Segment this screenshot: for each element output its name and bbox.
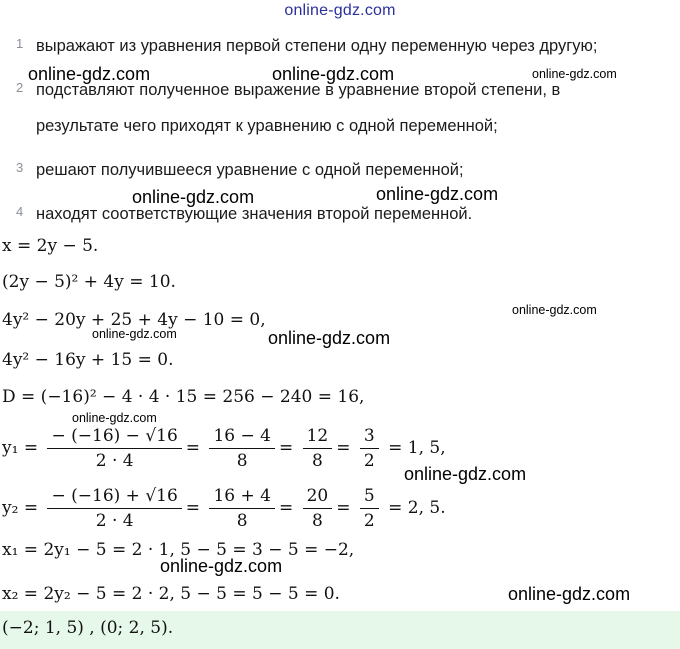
fraction — [303, 484, 333, 533]
y1-lhs: y₁ = — [2, 438, 39, 458]
watermark: online-gdz.com — [268, 328, 391, 348]
watermark: online-gdz.com — [376, 184, 499, 204]
fraction-denominator: 2 · 4 — [95, 451, 134, 471]
watermark: online-gdz.com — [532, 67, 617, 81]
y2-lhs: y₂ = — [2, 498, 39, 518]
fraction-denominator: 8 — [312, 451, 323, 471]
fraction-denominator: 8 — [236, 511, 248, 531]
step-text: выражают из уравнения первой степени одну переменную через другую; — [36, 37, 598, 55]
step-number: 1 — [16, 36, 24, 51]
equation-substitution: x = 2y − 5. — [2, 236, 99, 256]
watermark: online-gdz.com — [160, 556, 283, 576]
watermark: online-gdz.com — [92, 327, 177, 341]
site-title: online-gdz.com — [284, 2, 396, 19]
fraction-denominator: 2 — [363, 511, 375, 531]
fraction-numerator: 12 — [303, 424, 333, 449]
watermark: online-gdz.com — [404, 464, 527, 484]
watermark: online-gdz.com — [132, 187, 255, 207]
fraction-numerator: 16 − 4 — [209, 424, 275, 449]
y2-result: = 2, 5. — [388, 498, 446, 518]
watermark: online-gdz.com — [508, 584, 631, 604]
equation-substituted: (2y − 5)² + 4y = 10. — [2, 272, 176, 292]
fraction-numerator: 16 + 4 — [209, 484, 275, 509]
equation-x1: x₁ = 2y₁ − 5 = 2 · 1, 5 − 5 = 3 − 5 = −2, — [2, 540, 355, 560]
watermark: online-gdz.com — [512, 303, 597, 317]
equation-x2: x₂ = 2y₂ − 5 = 2 · 2, 5 − 5 = 5 − 5 = 0. — [2, 584, 340, 604]
fraction-denominator: 8 — [312, 511, 323, 531]
step-text: находят соответствующие значения второй переменной. — [36, 205, 473, 223]
answer-text: (−2; 1, 5) , (0; 2, 5). — [2, 618, 174, 638]
equation-expanded: 4y² − 20y + 25 + 4y − 10 = 0, — [2, 310, 266, 330]
step-text-line1: подставляют полученное выражение в уравнение второй степени, в — [36, 81, 561, 99]
equation-quadratic: 4y² − 16y + 15 = 0. — [2, 350, 174, 370]
fraction-numerator: − (−16) − √16 — [47, 424, 181, 449]
fraction — [303, 424, 333, 473]
fraction-denominator: 8 — [236, 451, 248, 471]
step-number: 4 — [16, 204, 24, 219]
fraction-denominator: 2 — [363, 451, 375, 471]
fraction-denominator: 2 · 4 — [95, 511, 134, 531]
watermark: online-gdz.com — [28, 64, 151, 84]
equation-discriminant: D = (−16)² − 4 · 4 · 15 = 256 − 240 = 16, — [2, 387, 365, 407]
step-number: 3 — [16, 160, 24, 175]
step-text-line2: результате чего приходят к уравнению с одной переменной; — [36, 117, 498, 135]
fraction — [360, 484, 379, 533]
step-text: решают получившееся уравнение с одной переменной; — [36, 161, 464, 179]
fraction — [47, 424, 181, 473]
step-number: 2 — [16, 80, 24, 95]
equation-y2: y₂ = $\frac{- (-16) + √16}{2 \cdot 4}$ = $\frac{16 + 4}{8}$ = $\frac{20}{8}$ = $\frac{5}{2}$ = 2, 5. — [2, 486, 446, 531]
fraction-numerator: 3 — [360, 424, 379, 449]
fraction — [209, 484, 275, 533]
fraction-numerator: − (−16) + √16 — [47, 484, 181, 509]
fraction — [360, 424, 379, 473]
watermark: online-gdz.com — [272, 64, 395, 84]
fraction — [209, 424, 275, 473]
y1-result: = 1, 5, — [388, 438, 446, 458]
equation-y1: y₁ = $\frac{- (-16) - √16}{2 \cdot 4}$ = $\frac{16 - 4}{8}$ = $\frac{12}{8}$ = $\frac{3}{2}$ = 1, 5, — [2, 426, 446, 471]
fraction-numerator: 20 — [303, 484, 333, 509]
fraction-numerator: 5 — [360, 484, 379, 509]
fraction — [47, 484, 181, 533]
watermark: online-gdz.com — [72, 411, 157, 425]
